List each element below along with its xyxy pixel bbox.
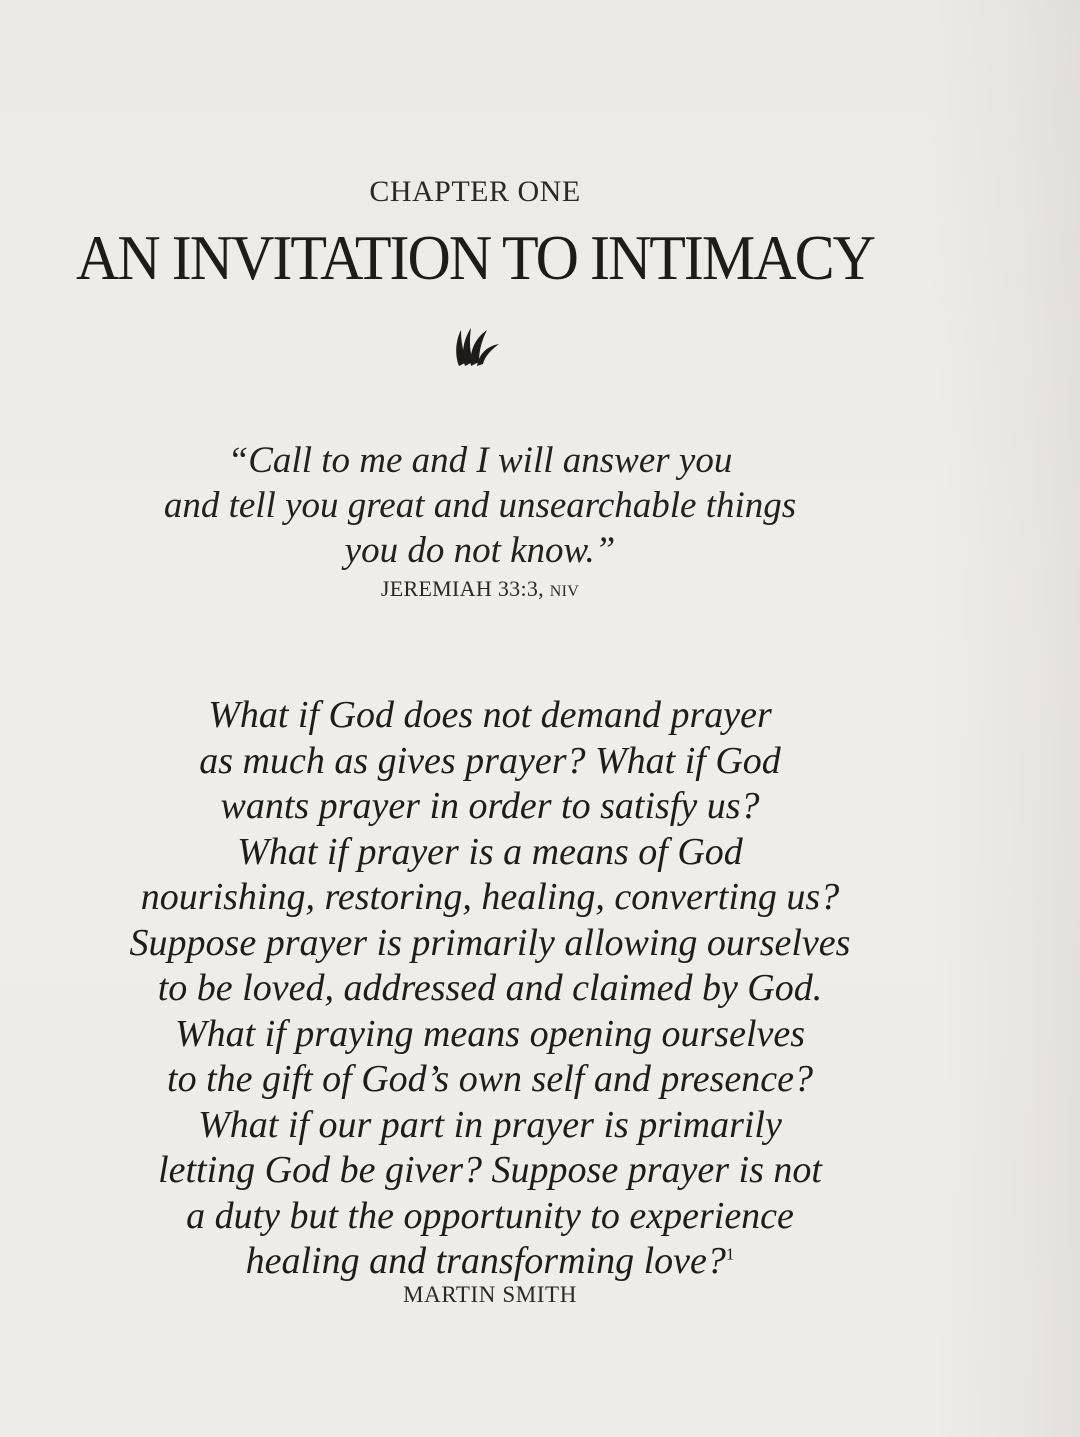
quote-line: as much as gives prayer? What if God	[199, 739, 781, 782]
quote-line-text: healing and transforming love?	[245, 1240, 726, 1282]
quote-line: nourishing, restoring, healing, converting us?	[140, 876, 840, 918]
quote-line: What if God does not demand prayer	[208, 694, 772, 736]
epigraph-line: you do not know.”	[344, 530, 616, 571]
quote-author: MARTIN SMITH	[403, 1282, 577, 1307]
scripture-reference	[0, 576, 960, 602]
quote-line: Suppose prayer is primarily allowing ourselves	[129, 921, 851, 964]
scripture-epigraph	[0, 438, 960, 573]
opening-quote	[0, 693, 980, 1285]
epigraph-line: “Call to me and I will answer you	[227, 440, 733, 481]
flame-leaf-ornament-icon	[453, 322, 501, 368]
quote-line: What if our part in prayer is primarily	[198, 1103, 782, 1146]
footnote-marker: 1	[725, 1244, 735, 1264]
quote-line: to be loved, addressed and claimed by God.	[157, 967, 823, 1009]
epigraph-line: and tell you great and unsearchable things	[163, 485, 797, 526]
quote-line: wants prayer in order to satisfy us?	[220, 785, 760, 827]
quote-line-last	[0, 1239, 980, 1285]
quote-line: What if praying means opening ourselves	[174, 1012, 806, 1055]
quote-line: letting God be giver? Suppose prayer is not	[158, 1149, 822, 1191]
quote-line: a duty but the opportunity to experience	[186, 1194, 794, 1237]
quote-line: What if prayer is a means of God	[237, 830, 743, 873]
chapter-label: CHAPTER ONE	[369, 175, 581, 208]
reference-text: JEREMIAH 33:3,	[380, 576, 544, 601]
chapter-title: AN INVITATION TO INTIMACY	[76, 222, 874, 293]
bible-version: NIV	[549, 583, 580, 600]
quote-line: to the gift of God’s own self and presence?	[167, 1058, 813, 1100]
